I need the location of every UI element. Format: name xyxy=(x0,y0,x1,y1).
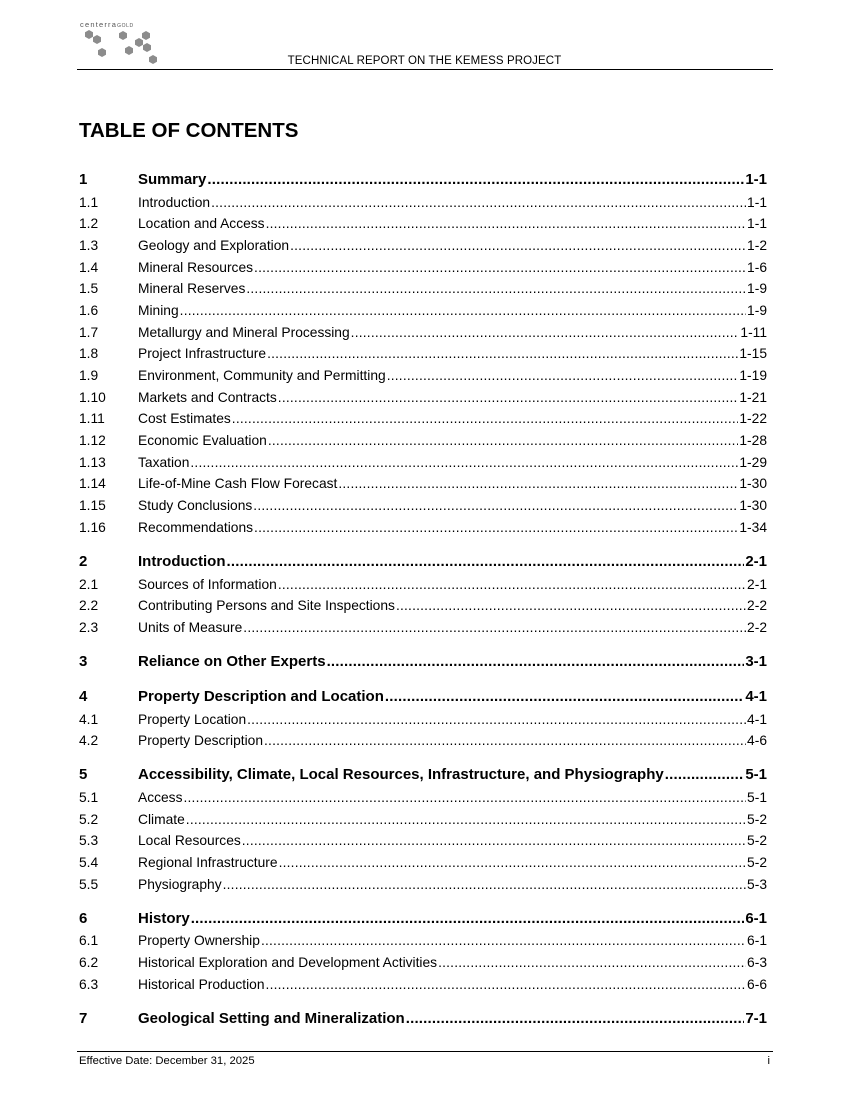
toc-entry-title: Reliance on Other Experts xyxy=(138,653,326,671)
toc-entry-page: 4-1 xyxy=(745,688,767,706)
toc-chapter-row-2[interactable] xyxy=(79,551,767,574)
toc-entry-page: 1-30 xyxy=(739,498,767,514)
toc-entry-title: Property Description xyxy=(138,733,263,749)
toc-entry-page: 6-3 xyxy=(747,955,767,971)
toc-entry-number: 2.2 xyxy=(79,598,99,614)
toc-entry-page: 4-1 xyxy=(747,711,767,727)
toc-entry-title: Environment, Community and Permitting xyxy=(138,368,386,383)
toc-entry-page: 5-1 xyxy=(747,789,767,805)
toc-entry-page: 1-28 xyxy=(739,433,767,449)
toc-dot-leader xyxy=(351,322,740,344)
toc-entry-page: 2-2 xyxy=(747,619,767,635)
toc-section xyxy=(79,651,767,674)
toc-chapter-row-7[interactable] xyxy=(79,1008,767,1031)
toc-entry-row-1-6[interactable] xyxy=(79,300,767,322)
toc-dot-leader xyxy=(253,495,738,517)
toc-entry-page: 7-1 xyxy=(745,1009,767,1027)
toc-entry-page: 3-1 xyxy=(745,653,767,671)
toc-entry-number: 5 xyxy=(79,766,88,784)
toc-chapter-row-1[interactable] xyxy=(79,169,767,192)
toc-entry-title: Taxation xyxy=(138,454,190,470)
toc-entry-number: 6.2 xyxy=(79,955,99,971)
toc-entry-row-5-1[interactable] xyxy=(79,787,767,809)
toc-entry-title: Property Description and Location xyxy=(138,688,384,706)
toc-entry-page: 1-11 xyxy=(740,324,767,340)
toc-dot-leader xyxy=(261,930,746,952)
logo-text-main: centerra xyxy=(80,20,118,29)
toc-entry-title: Life-of-Mine Cash Flow Forecast xyxy=(138,476,338,492)
toc-entry-number: 1 xyxy=(79,171,88,188)
toc-dot-leader xyxy=(223,874,746,896)
toc-entry-row-5-5[interactable] xyxy=(79,874,767,896)
toc-entry-number: 1.16 xyxy=(79,519,106,535)
toc-entry-page: 1-9 xyxy=(747,281,767,297)
toc-entry-row-4-1[interactable] xyxy=(79,709,767,731)
toc-entry-title: Historical Exploration and Development Activities xyxy=(138,955,438,971)
toc-dot-leader xyxy=(385,686,744,709)
toc-entry-row-5-4[interactable] xyxy=(79,852,767,874)
toc-dot-leader xyxy=(254,517,738,539)
toc-entry-row-1-11[interactable] xyxy=(79,408,767,430)
toc-entry-title: Mineral Resources xyxy=(138,259,254,275)
toc-entry-title: Introduction xyxy=(138,553,226,570)
toc-entry-title: Study Conclusions xyxy=(138,498,253,514)
footer-divider xyxy=(77,1051,773,1052)
toc-section xyxy=(79,169,767,539)
toc-entry-number: 1.10 xyxy=(79,389,106,405)
toc-dot-leader xyxy=(186,809,746,831)
toc-dot-leader xyxy=(406,1008,745,1031)
toc-entry-page: 6-1 xyxy=(747,933,767,949)
toc-entry-page: 1-2 xyxy=(747,237,767,253)
toc-entry-row-1-14[interactable] xyxy=(79,473,767,495)
toc-entry-page: 1-21 xyxy=(739,389,767,405)
report-header-title: TECHNICAL REPORT ON THE KEMESS PROJECT xyxy=(287,55,562,67)
toc-entry-page: 1-22 xyxy=(739,411,767,427)
toc-entry-row-4-2[interactable] xyxy=(79,730,767,752)
toc-entry-title: Mineral Reserves xyxy=(138,281,246,297)
toc-entry-row-1-3[interactable] xyxy=(79,235,767,257)
toc-entry-title: Access xyxy=(138,789,183,805)
toc-entry-title: Contributing Persons and Site Inspections xyxy=(138,598,395,614)
toc-entry-title: Geological Setting and Mineralization xyxy=(138,1009,405,1027)
toc-entry-page: 2-1 xyxy=(747,576,767,592)
toc-entry-number: 1.4 xyxy=(79,259,99,275)
logo-text-small: GOLD xyxy=(117,23,134,29)
toc-dot-leader xyxy=(264,730,746,752)
toc-entry-number: 1.11 xyxy=(79,411,105,427)
toc-entry-page: 2-1 xyxy=(745,553,767,570)
toc-entry-page: 1-19 xyxy=(739,368,767,383)
toc-entry-title: Metallurgy and Mineral Processing xyxy=(138,324,350,340)
toc-entry-number: 2 xyxy=(79,553,88,570)
toc-entry-title: Historical Production xyxy=(138,976,265,992)
toc-entry-title: Markets and Contracts xyxy=(138,389,277,405)
toc-entry-row-5-3[interactable] xyxy=(79,830,767,852)
toc-entry-number: 1.6 xyxy=(79,302,99,318)
toc-entry-title: Property Ownership xyxy=(138,933,260,949)
toc-entry-page: 1-30 xyxy=(739,476,767,492)
header-divider xyxy=(77,69,773,70)
toc-entry-page: 1-29 xyxy=(739,454,767,470)
toc-dot-leader xyxy=(268,430,739,452)
toc-entry-title: Economic Evaluation xyxy=(138,433,267,449)
toc-entry-number: 5.4 xyxy=(79,855,99,870)
toc-dot-leader xyxy=(267,343,738,365)
toc-entry-number: 4 xyxy=(79,688,88,706)
toc-entry-title: Units of Measure xyxy=(138,619,243,635)
toc-entry-number: 5.5 xyxy=(79,876,99,892)
toc-entry-number: 2.3 xyxy=(79,619,99,635)
toc-entry-title: Mining xyxy=(138,302,179,318)
toc-entry-page: 2-2 xyxy=(747,598,767,614)
toc-entry-title: Local Resources xyxy=(138,833,241,849)
toc-entry-title: Recommendations xyxy=(138,519,254,535)
toc-dot-leader xyxy=(290,235,746,257)
toc-entry-title: Physiography xyxy=(138,876,222,892)
toc-entry-row-5-2[interactable] xyxy=(79,809,767,831)
toc-entry-number: 1.9 xyxy=(79,368,99,383)
toc-entry-number: 6.1 xyxy=(79,933,99,949)
toc-entry-row-6-1[interactable] xyxy=(79,930,767,952)
toc-entry-page: 5-3 xyxy=(747,876,767,892)
toc-entry-title: Location and Access xyxy=(138,216,265,232)
toc-entry-title: History xyxy=(138,909,190,927)
toc-entry-number: 7 xyxy=(79,1009,88,1027)
toc-entry-row-6-2[interactable] xyxy=(79,952,767,974)
toc-dot-leader xyxy=(190,452,738,474)
toc-entry-number: 1.5 xyxy=(79,281,99,297)
toc-entry-number: 1.14 xyxy=(79,476,106,492)
toc-entry-title: Climate xyxy=(138,811,185,827)
footer-page-number: i xyxy=(767,1055,770,1067)
toc-dot-leader xyxy=(242,830,746,852)
toc-heading: TABLE OF CONTENTS xyxy=(79,119,299,142)
toc-entry-page: 1-15 xyxy=(739,346,767,362)
toc-dot-leader xyxy=(207,169,744,192)
toc-entry-row-1-12[interactable] xyxy=(79,430,767,452)
toc-entry-row-2-2[interactable] xyxy=(79,595,767,617)
toc-entry-number: 1.7 xyxy=(79,324,99,340)
toc-entry-page: 1-1 xyxy=(745,171,767,188)
toc-entry-row-1-10[interactable] xyxy=(79,387,767,409)
toc-entry-row-1-16[interactable] xyxy=(79,517,767,539)
toc-entry-page: 5-2 xyxy=(747,855,767,870)
toc-entry-title: Introduction xyxy=(138,194,211,210)
toc-entry-title: Geology and Exploration xyxy=(138,237,290,253)
toc-entry-number: 4.1 xyxy=(79,711,99,727)
toc-entry-row-1-4[interactable] xyxy=(79,257,767,279)
toc-entry-row-1-15[interactable] xyxy=(79,495,767,517)
toc-dot-leader xyxy=(665,764,745,787)
toc-entry-page: 4-6 xyxy=(747,733,767,749)
toc-dot-leader xyxy=(232,408,739,430)
toc-entry-row-1-5[interactable] xyxy=(79,278,767,300)
toc-entry-number: 6 xyxy=(79,909,88,927)
toc-entry-number: 1.3 xyxy=(79,237,99,253)
toc-entry-number: 1.12 xyxy=(79,433,106,449)
toc-entry-title: Regional Infrastructure xyxy=(138,855,278,870)
toc-entry-row-2-1[interactable] xyxy=(79,574,767,596)
toc-dot-leader xyxy=(387,365,739,387)
toc-entry-number: 2.1 xyxy=(79,576,99,592)
toc-dot-leader xyxy=(327,651,745,674)
toc-dot-leader xyxy=(243,617,746,639)
toc-section xyxy=(79,908,767,996)
toc-entry-page: 1-9 xyxy=(747,302,767,318)
toc-dot-leader xyxy=(246,278,746,300)
toc-entry-title: Cost Estimates xyxy=(138,411,231,427)
toc-entry-page: 1-1 xyxy=(747,216,767,232)
toc-chapter-row-6[interactable] xyxy=(79,908,767,931)
toc-dot-leader xyxy=(279,852,746,874)
toc-entry-number: 1.1 xyxy=(79,194,99,210)
toc-section xyxy=(79,686,767,752)
toc-entry-row-1-13[interactable] xyxy=(79,452,767,474)
toc-entry-page: 1-34 xyxy=(739,519,767,535)
toc-dot-leader xyxy=(338,473,738,495)
toc-dot-leader xyxy=(278,574,746,596)
toc-dot-leader xyxy=(438,952,746,974)
toc-entry-row-1-9[interactable] xyxy=(79,365,767,387)
toc-entry-number: 1.2 xyxy=(79,216,99,232)
toc-dot-leader xyxy=(180,300,746,322)
toc-dot-leader xyxy=(247,709,746,731)
toc-dot-leader xyxy=(226,551,744,574)
toc-dot-leader xyxy=(266,974,747,996)
toc-entry-number: 4.2 xyxy=(79,733,99,749)
toc-entry-page: 5-2 xyxy=(747,811,767,827)
toc-section xyxy=(79,764,767,895)
toc-dot-leader xyxy=(211,192,746,214)
toc-entry-page: 6-6 xyxy=(747,976,767,992)
toc-entry-page: 6-1 xyxy=(745,909,767,927)
toc-dot-leader xyxy=(278,387,739,409)
toc-entry-number: 6.3 xyxy=(79,976,99,992)
toc-entry-number: 5.3 xyxy=(79,833,99,849)
toc-entry-page: 5-2 xyxy=(747,833,767,849)
toc-entry-title: Property Location xyxy=(138,711,247,727)
toc-section xyxy=(79,551,767,639)
toc-entry-row-1-7[interactable] xyxy=(79,322,767,344)
toc-dot-leader xyxy=(183,787,746,809)
toc-entry-title: Project Infrastructure xyxy=(138,346,267,362)
toc-entry-row-1-1[interactable] xyxy=(79,192,767,214)
toc-entry-row-2-3[interactable] xyxy=(79,617,767,639)
table-of-contents xyxy=(79,169,767,1043)
toc-section xyxy=(79,1008,767,1031)
toc-chapter-row-5[interactable] xyxy=(79,764,767,787)
toc-entry-number: 3 xyxy=(79,653,88,671)
toc-dot-leader xyxy=(396,595,746,617)
toc-chapter-row-4[interactable] xyxy=(79,686,767,709)
footer-effective-date: Effective Date: December 31, 2025 xyxy=(79,1055,255,1067)
toc-entry-number: 1.8 xyxy=(79,346,99,362)
toc-dot-leader xyxy=(191,908,745,931)
toc-chapter-row-3[interactable] xyxy=(79,651,767,674)
toc-entry-row-1-8[interactable] xyxy=(79,343,767,365)
toc-entry-title: Summary xyxy=(138,171,207,188)
toc-entry-number: 5.1 xyxy=(79,789,99,805)
toc-entry-title: Accessibility, Climate, Local Resources, Infrastructure, and Physiography xyxy=(138,766,664,784)
toc-dot-leader xyxy=(254,257,746,279)
toc-entry-number: 5.2 xyxy=(79,811,99,827)
toc-entry-page: 1-1 xyxy=(747,194,767,210)
toc-entry-number: 1.15 xyxy=(79,498,106,514)
toc-dot-leader xyxy=(266,213,746,235)
toc-entry-title: Sources of Information xyxy=(138,576,277,592)
toc-entry-number: 1.13 xyxy=(79,454,106,470)
toc-entry-row-1-2[interactable] xyxy=(79,213,767,235)
toc-entry-row-6-3[interactable] xyxy=(79,974,767,996)
toc-entry-page: 1-6 xyxy=(747,259,767,275)
toc-entry-page: 5-1 xyxy=(745,766,767,784)
